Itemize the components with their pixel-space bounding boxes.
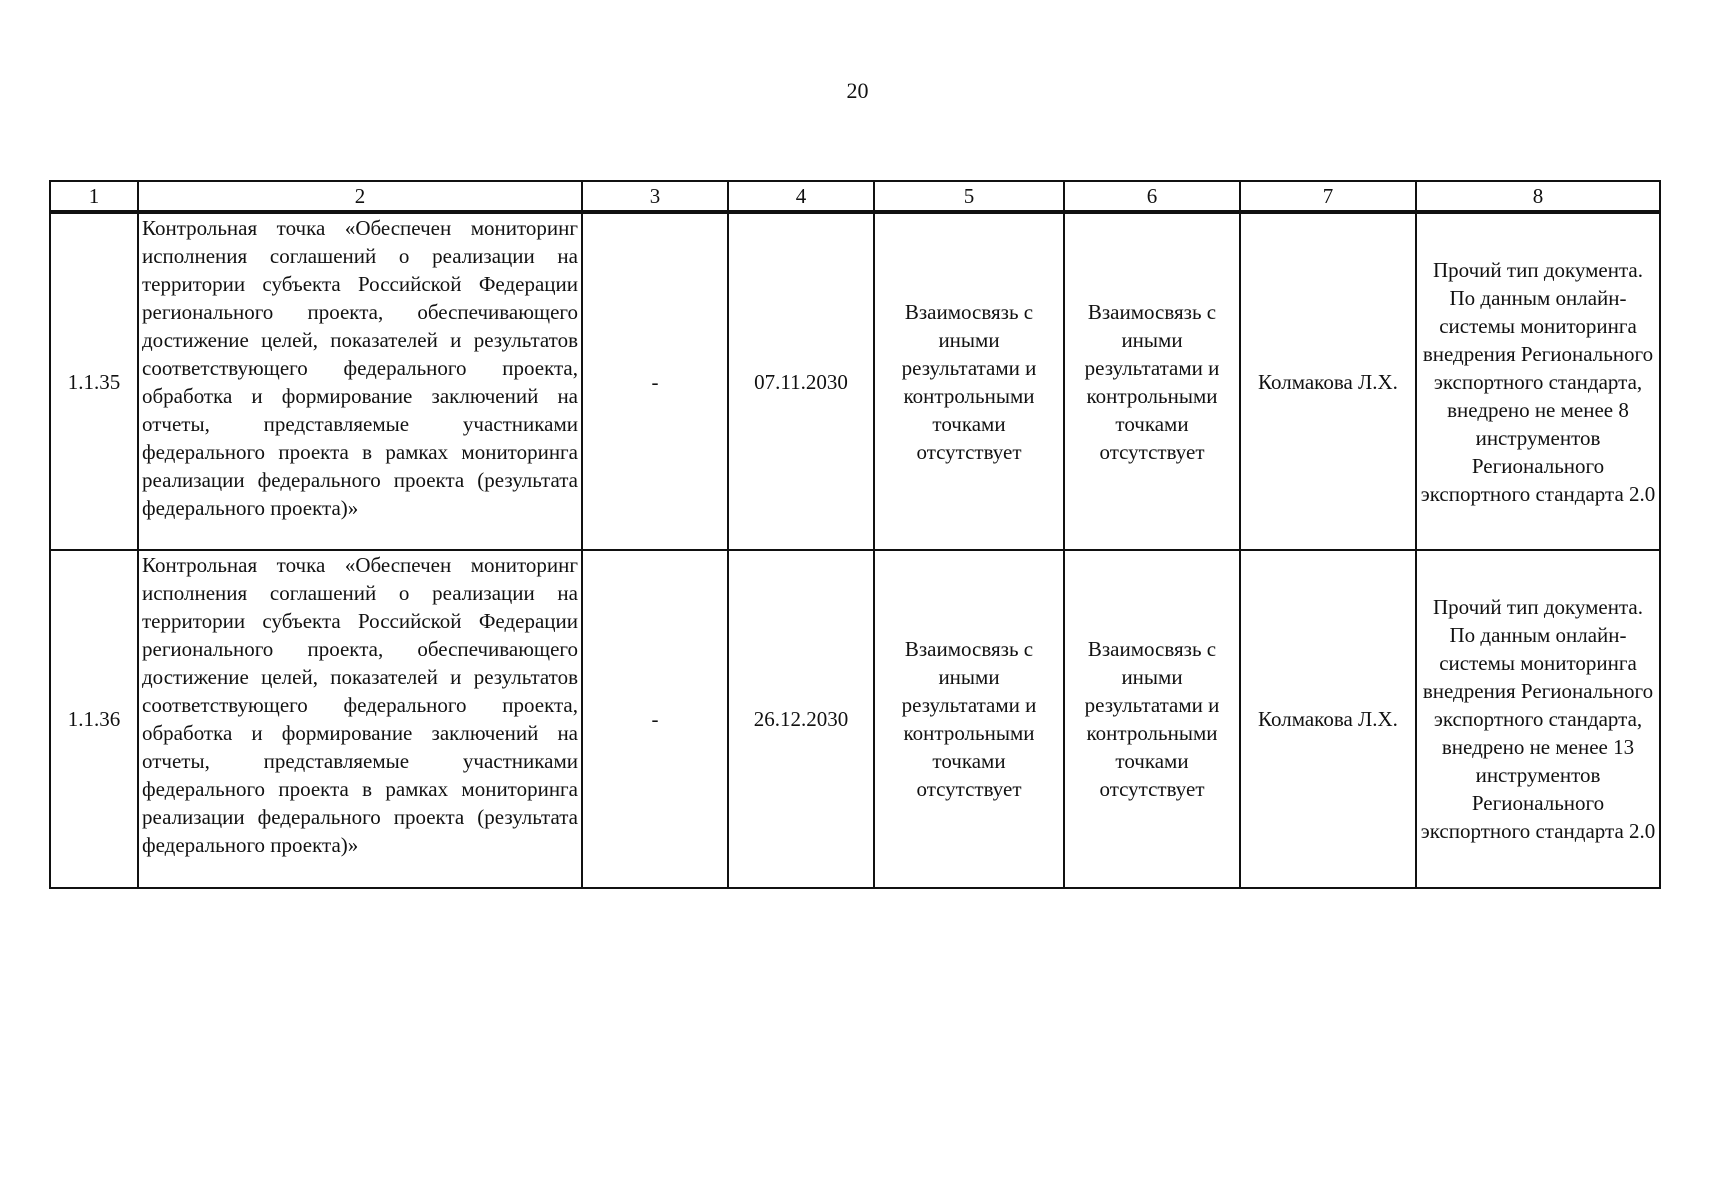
- row-id: 1.1.36: [50, 550, 138, 888]
- row-col6: Взаимосвязь с иными результатами и контрольными точками отсутствует: [1064, 550, 1240, 888]
- row-col6: Взаимосвязь с иными результатами и контрольными точками отсутствует: [1064, 212, 1240, 550]
- header-cell-2: 2: [138, 181, 582, 212]
- row-col3: -: [582, 550, 728, 888]
- table-row: [50, 550, 1660, 888]
- row-id: 1.1.35: [50, 212, 138, 550]
- row-description: Контрольная точка «Обеспечен мониторинг исполнения соглашений о реализации на территории субъекта Российской Федерации регионального проекта, обеспечивающего достижение целей, показателей и результатов соответствующего федерального проекта, обработка и формирование заключений на отчеты, представляемые участниками федерального проекта в рамках мониторинга реализации федерального проекта (результата федерального проекта)»: [138, 212, 582, 550]
- header-cell-6: 6: [1064, 181, 1240, 212]
- table-row: [50, 212, 1660, 550]
- page-number: 20: [846, 78, 869, 103]
- row-document: Прочий тип документа. По данным онлайн-системы мониторинга внедрения Регионального экспортного стандарта, внедрено не менее 8 инструментов Регионального экспортного стандарта 2.0: [1416, 212, 1660, 550]
- row-description: Контрольная точка «Обеспечен мониторинг исполнения соглашений о реализации на территории субъекта Российской Федерации регионального проекта, обеспечивающего достижение целей, показателей и результатов соответствующего федерального проекта, обработка и формирование заключений на отчеты, представляемые участниками федерального проекта в рамках мониторинга реализации федерального проекта (результата федерального проекта)»: [138, 550, 582, 888]
- row-document: Прочий тип документа. По данным онлайн-системы мониторинга внедрения Регионального экспортного стандарта, внедрено не менее 13 инструментов Регионального экспортного стандарта 2.0: [1416, 550, 1660, 888]
- header-cell-3: 3: [582, 181, 728, 212]
- header-cell-1: 1: [50, 181, 138, 212]
- row-date: 07.11.2030: [728, 212, 874, 550]
- row-col3: -: [582, 212, 728, 550]
- header-row: [50, 181, 1660, 212]
- header-cell-5: 5: [874, 181, 1064, 212]
- header-cell-4: 4: [728, 181, 874, 212]
- row-col5: Взаимосвязь с иными результатами и контрольными точками отсутствует: [874, 550, 1064, 888]
- row-responsible: Колмакова Л.Х.: [1240, 550, 1416, 888]
- row-date: 26.12.2030: [728, 550, 874, 888]
- row-responsible: Колмакова Л.Х.: [1240, 212, 1416, 550]
- header-cell-7: 7: [1240, 181, 1416, 212]
- control-points-table: [49, 180, 1661, 889]
- row-col5: Взаимосвязь с иными результатами и контрольными точками отсутствует: [874, 212, 1064, 550]
- header-cell-8: 8: [1416, 181, 1660, 212]
